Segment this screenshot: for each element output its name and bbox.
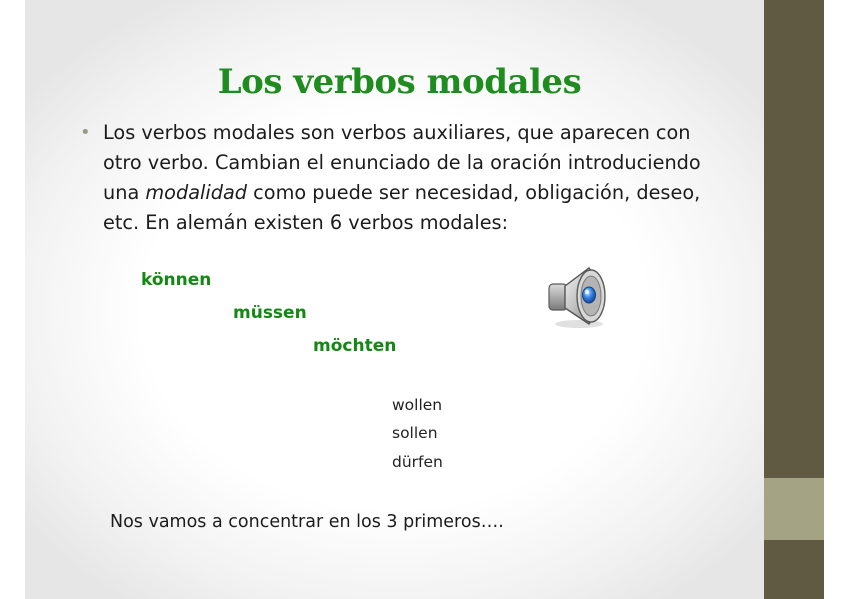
bullet-text-italic: modalidad: [145, 181, 248, 204]
speaker-icon[interactable]: [543, 262, 615, 330]
verb-mussen: müssen: [233, 303, 307, 323]
verb-durfen: dürfen: [392, 453, 443, 471]
verb-mochten: möchten: [313, 336, 397, 356]
slide-title: Los verbos modales: [217, 62, 582, 102]
page-margin: [824, 0, 848, 599]
bullet-text: [83, 118, 723, 238]
bullet-paragraph: [80, 118, 723, 238]
side-bar-accent: [764, 478, 824, 540]
verb-wollen: wollen: [392, 396, 443, 414]
verb-sollen: sollen: [392, 424, 438, 442]
verb-konnen: können: [141, 270, 212, 290]
footer-note: Nos vamos a concentrar en los 3 primeros….: [110, 512, 504, 532]
bullet-marker: •: [80, 122, 91, 143]
bullet-text-part-2: como puede ser necesidad, obligación, deseo, etc. En alemán existen 6 verbos modales:: [103, 181, 701, 234]
bullet-text-part-1: Los verbos modales son verbos auxiliares, que aparecen con otro verbo. Cambian el enunciado de la oración introduciendo una: [103, 121, 701, 204]
